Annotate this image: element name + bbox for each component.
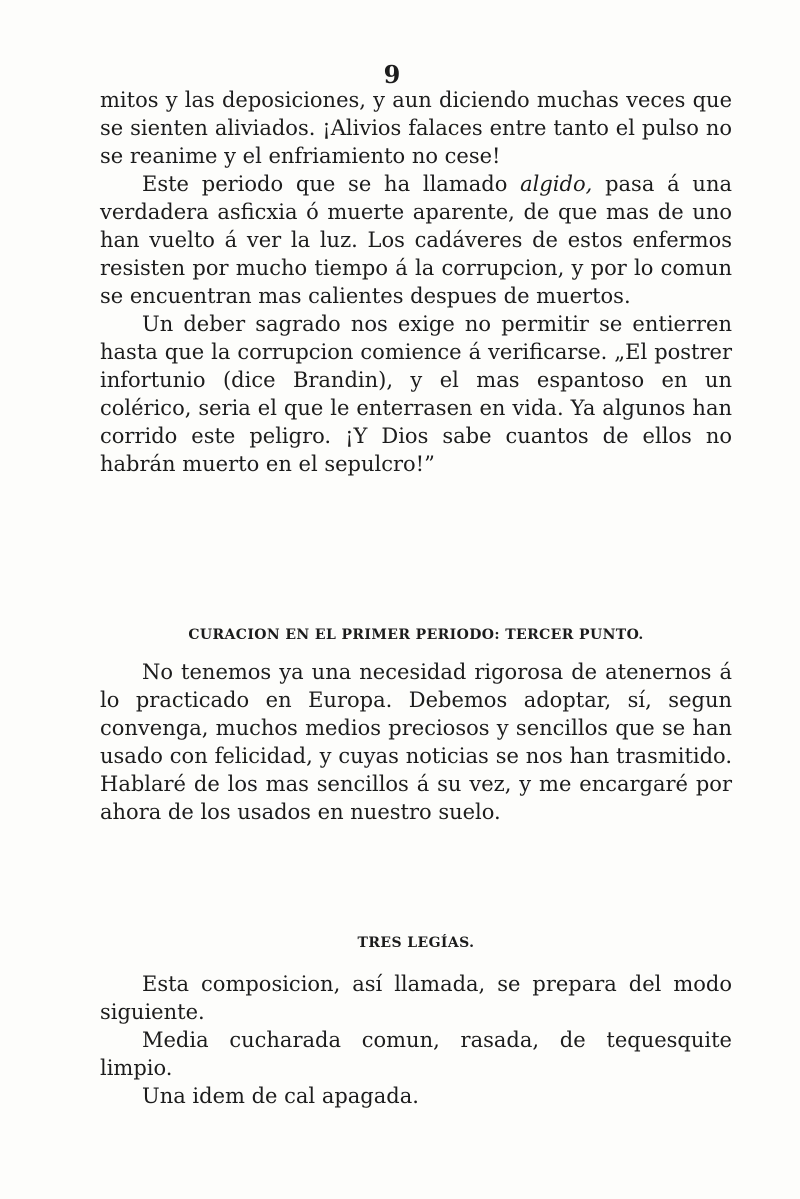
paragraph-algido <box>100 170 732 310</box>
paragraph-ingredient-2: Una idem de cal apagada. <box>142 1084 419 1108</box>
paragraph-burial: Un deber sagrado nos exige no permitir se entierren hasta que la corrupcion comience á verificarse. „El postrer infortunio (dice Brandin), y el mas espantoso en un colérico, seria el que le enterrasen en vida. Ya algunos han corrido este peligro. ¡Y Dios sabe cuantos de ellos no habrán muerto en el sepulcro!” <box>100 312 732 476</box>
section-heading-curacion: CURACION EN EL PRIMER PERIODO: TERCER PUNTO. <box>188 627 644 643</box>
paragraph-continuation: mitos y las deposiciones, y aun diciendo muchas veces que se sienten aliviados. ¡Alivios falaces entre tanto el pulso no se reanime y el enfriamiento no cese! <box>100 88 732 168</box>
text-section-1 <box>100 86 732 478</box>
algido-text-after: pasa á una verdadera asficxia ó muerte aparente, de que mas de uno han vuelto á ver la luz. Los cadáveres de estos enfermos resisten por mucho tiempo á la corrupcion, y por lo comun se encuentran mas calientes despues de muertos. <box>100 172 732 308</box>
paragraph-remedies: No tenemos ya una necesidad rigorosa de atenernos á lo practicado en Europa. Debemos adoptar, sí, segun convenga, muchos medios preciosos y sencillos que se han usado con felicidad, y cuyas noticias se nos han trasmitido. Hablaré de los mas sencillos á su vez, y me encargaré por ahora de los usados en nuestro suelo. <box>100 660 732 824</box>
text-section-3 <box>100 970 732 1110</box>
page-number: 9 <box>383 60 401 89</box>
algido-text-before: Este periodo que se ha llamado <box>142 172 508 196</box>
algido-term: algido, <box>520 172 593 196</box>
text-section-2 <box>100 658 732 826</box>
section-heading-tres-legias: TRES LEGÍAS. <box>357 935 475 951</box>
paragraph-ingredient-1: Media cucharada comun, rasada, de tequesquite limpio. <box>100 1028 732 1080</box>
paragraph-composition: Esta composicion, así llamada, se prepara del modo siguiente. <box>100 972 732 1024</box>
